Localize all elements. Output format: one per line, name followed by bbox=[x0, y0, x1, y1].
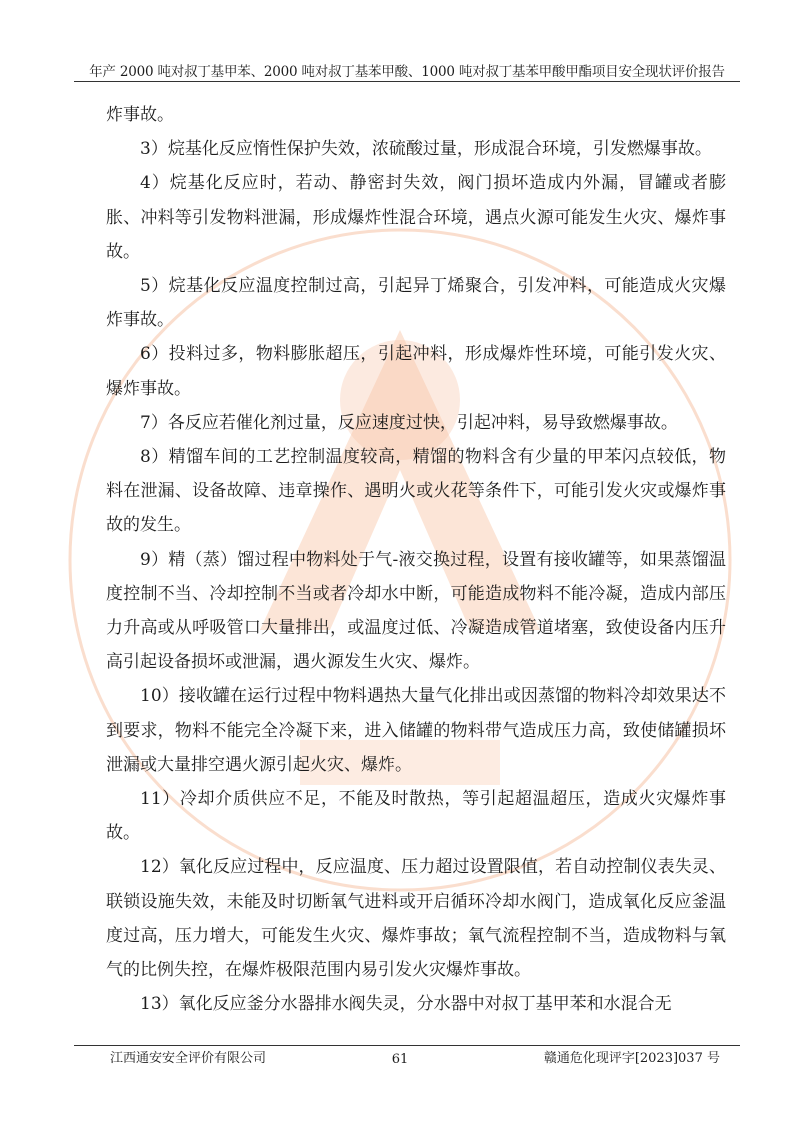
document-body bbox=[106, 98, 726, 1021]
page-number: 61 bbox=[391, 1052, 409, 1067]
paragraph: 13）氧化反应釜分水器排水阀失灵，分水器中对叔丁基甲苯和水混合无 bbox=[140, 994, 672, 1015]
paragraph: 8）精馏车间的工艺控制温度较高，精馏的物料含有少量的甲苯闪点较低，物料在泄漏、设备故障、违章操作、遇明火或火花等条件下，可能引发火灾或爆炸事故的发生。 bbox=[106, 447, 726, 536]
page-header: 年产 2000 吨对叔丁基甲苯、2000 吨对叔丁基苯甲酸、1000 吨对叔丁基苯甲酸甲酯项目安全现状评价报告 bbox=[89, 64, 725, 80]
paragraph: 10）接收罐在运行过程中物料遇热大量气化排出或因蒸馏的物料冷却效果达不到要求，物料不能完全冷凝下来，进入储罐的物料带气造成压力高，致使储罐损坏泄漏或大量排空遇火源引起火灾、爆炸。 bbox=[106, 686, 726, 775]
paragraph: 9）精（蒸）馏过程中物料处于气-液交换过程，设置有接收罐等，如果蒸馏温度控制不当、冷却控制不当或者冷却水中断，可能造成物料不能冷凝，造成内部压力升高或从呼吸管口大量排出，或温度过低、冷凝造成管道堵塞，致使设备内压升高引起设备损坏或泄漏，遇火源发生火灾、爆炸。 bbox=[106, 549, 726, 673]
paragraph: 5）烷基化反应温度控制过高，引起异丁烯聚合，引发冲料，可能造成火灾爆炸事故。 bbox=[106, 276, 726, 331]
footer-divider bbox=[74, 1045, 740, 1046]
footer-doc-number: 赣通危化现评字[2023]037 号 bbox=[543, 1051, 720, 1066]
header-divider bbox=[74, 81, 740, 82]
paragraph: 6）投料过多，物料膨胀超压，引起冲料，形成爆炸性环境，可能引发火灾、爆炸事故。 bbox=[106, 344, 726, 399]
paragraph: 3）烷基化反应惰性保护失效，浓硫酸过量，形成混合环境，引发燃爆事故。 bbox=[140, 139, 712, 160]
paragraph: 4）烷基化反应时，若动、静密封失效，阀门损坏造成内外漏，冒罐或者膨胀、冲料等引发物料泄漏，形成爆炸性混合环境，遇点火源可能发生火灾、爆炸事故。 bbox=[106, 173, 726, 262]
paragraph: 12）氧化反应过程中，反应温度、压力超过设置限值，若自动控制仪表失灵、联锁设施失效，未能及时切断氧气进料或开启循环冷却水阀门，造成氧化反应釜温度过高，压力增大，可能发生火灾、爆炸事故；氧气流程控制不当，造成物料与氧气的比例失控，在爆炸极限范围内易引发火灾爆炸事故。 bbox=[106, 857, 726, 981]
paragraph: 炸事故。 bbox=[106, 105, 174, 125]
footer-company: 江西通安安全评价有限公司 bbox=[110, 1051, 267, 1066]
paragraph: 11）冷却介质供应不足，不能及时散热，等引起超温超压，造成火灾爆炸事故。 bbox=[106, 789, 726, 844]
paragraph: 7）各反应若催化剂过量，反应速度过快，引起冲料，易导致燃爆事故。 bbox=[140, 412, 678, 433]
